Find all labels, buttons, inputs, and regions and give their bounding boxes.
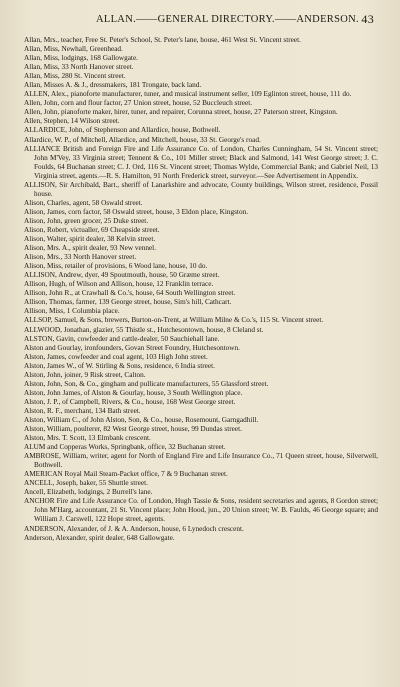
directory-entry: ALLARDICE, John, of Stephenson and Allardice, house, Bothwell. <box>24 126 221 135</box>
running-title: ALLAN.——GENERAL DIRECTORY.——ANDERSON. <box>96 14 359 25</box>
directory-entry: ALLISON, Andrew, dyer, 49 Spoutmouth, house, 50 Græme street. <box>24 271 220 280</box>
directory-entry: ANCHOR Fire and Life Assurance Co. of London, Hugh Tassie & Sons, resident secretaries and agents, 8 Gordon street; John M'Harg, accountant, 21 St. Vincent place; John Hood, jun., 20 Union street; W. B. Faulds, 46 George square; and William J. Carswell, 122 Hope street, agents. <box>24 497 378 524</box>
directory-entry: Alston and Gourlay, ironfounders, Govan Street Foundry, Hutchesontown. <box>24 343 240 352</box>
directory-entry: AMBROSE, William, writer, agent for North of England Fire and Life Insurance Co., 71 Queen street, house, Silverwell, Bothwell. <box>24 452 378 470</box>
directory-entry: Allan, Miss, 33 North Hanover street. <box>24 63 134 72</box>
directory-entry: Alison, John, green grocer, 25 Duke street. <box>24 216 149 225</box>
directory-entry: AMERICAN Royal Mail Steam-Packet office, 7 & 9 Buchanan street. <box>24 470 228 479</box>
directory-entry: Alston, Mrs. T. Scott, 13 Elmbank crescent. <box>24 434 151 443</box>
directory-entry: ALLEN, Alex., pianoforte manufacturer, tuner, and musical instrument seller, 109 Eglinton street, house, 111 do. <box>24 90 352 99</box>
directory-entry: Alston, James, cowfeeder and coal agent, 103 High John street. <box>24 352 208 361</box>
directory-entry: Allan, Miss, lodgings, 168 Gallowgate. <box>24 54 138 63</box>
directory-entry: ALLSOP, Samuel, & Sons, brewers, Burton-on-Trent, at William Milne & Co.'s, 115 St. Vincent street. <box>24 316 324 325</box>
directory-entry: Alison, Mrs., 33 North Hanover street. <box>24 253 137 262</box>
directory-entry: Alston, John, joiner, 9 Risk street, Calton. <box>24 370 146 379</box>
directory-entry: Allan, Misses A. & J., dressmakers, 181 Trongate, back land. <box>24 81 202 90</box>
directory-entry: Alison, Charles, agent, 58 Oswald street. <box>24 198 143 207</box>
directory-entry: ALLIANCE British and Foreign Fire and Life Assurance Co. of London, Charles Cunningham, 54 St. Vincent street; John M'Vey, 33 Virginia street; Tennent & Co., 101 Miller street; Black and Salmond, 141 West George street; J. C. Foulds, 64 Buchanan street; C. J. Ord, 116 St. Vincent street; Thomas Wylde, Commercial Bank; and Gabriel Neil, 13 Virginia street, agents.—R. S. Hamilton, 91 North Frederick street, surveyor.—See Advertisement in Appendix. <box>24 144 378 180</box>
directory-entry: Ancell, Elizabeth, lodgings, 2 Burrell's lane. <box>24 488 153 497</box>
directory-entry: Allardice, W. P., of Mitchell, Allardice, and Mitchell, house, 33 St. George's road. <box>24 135 261 144</box>
directory-entry: Allan, Mrs., teacher, Free St. Peter's School, St. Peter's lane, house, 461 West St. Vincent street. <box>24 36 301 44</box>
directory-entry: Allan, Miss, Newhall, Greenhead. <box>24 45 123 54</box>
directory-entry: ALSTON, Gavin, cowfeeder and cattle-dealer, 50 Sauchiehall lane. <box>24 334 220 343</box>
directory-entry: Alison, Miss, retailer of provisions, 6 Wood lane, house, 10 do. <box>24 262 208 271</box>
directory-entry: Alison, Robert, victualler, 69 Cheapside street. <box>24 225 160 234</box>
directory-entry: ALLWOOD, Jonathan, glazier, 55 Thistle st., Hutchesontown, house, 8 Cleland st. <box>24 325 264 334</box>
directory-entry: ANDERSON, Alexander, of J. & A. Anderson, house, 6 Lynedoch crescent. <box>24 524 244 533</box>
directory-entry: Anderson, Alexander, spirit dealer, 648 Gallowgate. <box>24 533 175 542</box>
directory-entry: Allison, Miss, 1 Columbia place. <box>24 307 120 316</box>
directory-entry: Allen, John, corn and flour factor, 27 Union street, house, 52 Buccleuch street. <box>24 99 253 108</box>
directory-entry: ALUM and Copperas Works, Springbank, office, 32 Buchanan street. <box>24 443 226 452</box>
directory-entry: Alison, James, corn factor, 58 Oswald street, house, 3 Eldon place, Kingston. <box>24 207 249 216</box>
directory-entry: Alston, William, poulterer, 82 West George street, house, 99 Dundas street. <box>24 425 242 434</box>
directory-entries <box>24 36 378 543</box>
directory-entry: Alston, John James, of Alston & Gourlay, house, 3 South Wellington place. <box>24 388 243 397</box>
directory-entry: Alison, Mrs. A., spirit dealer, 93 New vennel. <box>24 244 157 253</box>
directory-entry: Allison, Hugh, of Wilson and Allison, house, 12 Franklin terrace. <box>24 280 214 289</box>
directory-entry: Alston, James W., of W. Stirling & Sons, residence, 6 India street. <box>24 361 215 370</box>
directory-entry: Alston, John, Son, & Co., gingham and pullicate manufacturers, 55 Glassford street. <box>24 379 269 388</box>
directory-entry: ANCELL, Joseph, baker, 55 Shuttle street. <box>24 479 148 488</box>
directory-entry: ALLISON, Sir Archibald, Bart., sheriff of Lanarkshire and advocate, County buildings, Wilson street, residence, Possil house. <box>24 180 378 198</box>
directory-entry: Alston, William C., of John Alston, Son, & Co., house, Rosemount, Garngadhill. <box>24 415 259 424</box>
directory-entry: Alston, R. F., merchant, 134 Bath street. <box>24 406 141 415</box>
page-header <box>24 12 378 28</box>
directory-entry: Allison, Thomas, farmer, 139 George street, house, Sim's hill, Cathcart. <box>24 298 232 307</box>
page-number: 43 <box>361 12 374 26</box>
directory-entry: Allen, Stephen, 14 Wilson street. <box>24 117 120 126</box>
directory-entry: Alston, J. P., of Campbell, Rivers, & Co., house, 168 West George street. <box>24 397 236 406</box>
directory-entry: Alison, Walter, spirit dealer, 38 Kelvin street. <box>24 235 156 244</box>
directory-entry: Allen, John, pianoforte maker, hirer, tuner, and repairer, Corunna street, house, 27 Paterson street, Kingston. <box>24 108 338 117</box>
directory-entry: Allan, Miss, 280 St. Vincent street. <box>24 72 126 81</box>
directory-entry: Allison, John R., at Crawhall & Co.'s, house, 64 South Wellington street. <box>24 289 236 298</box>
